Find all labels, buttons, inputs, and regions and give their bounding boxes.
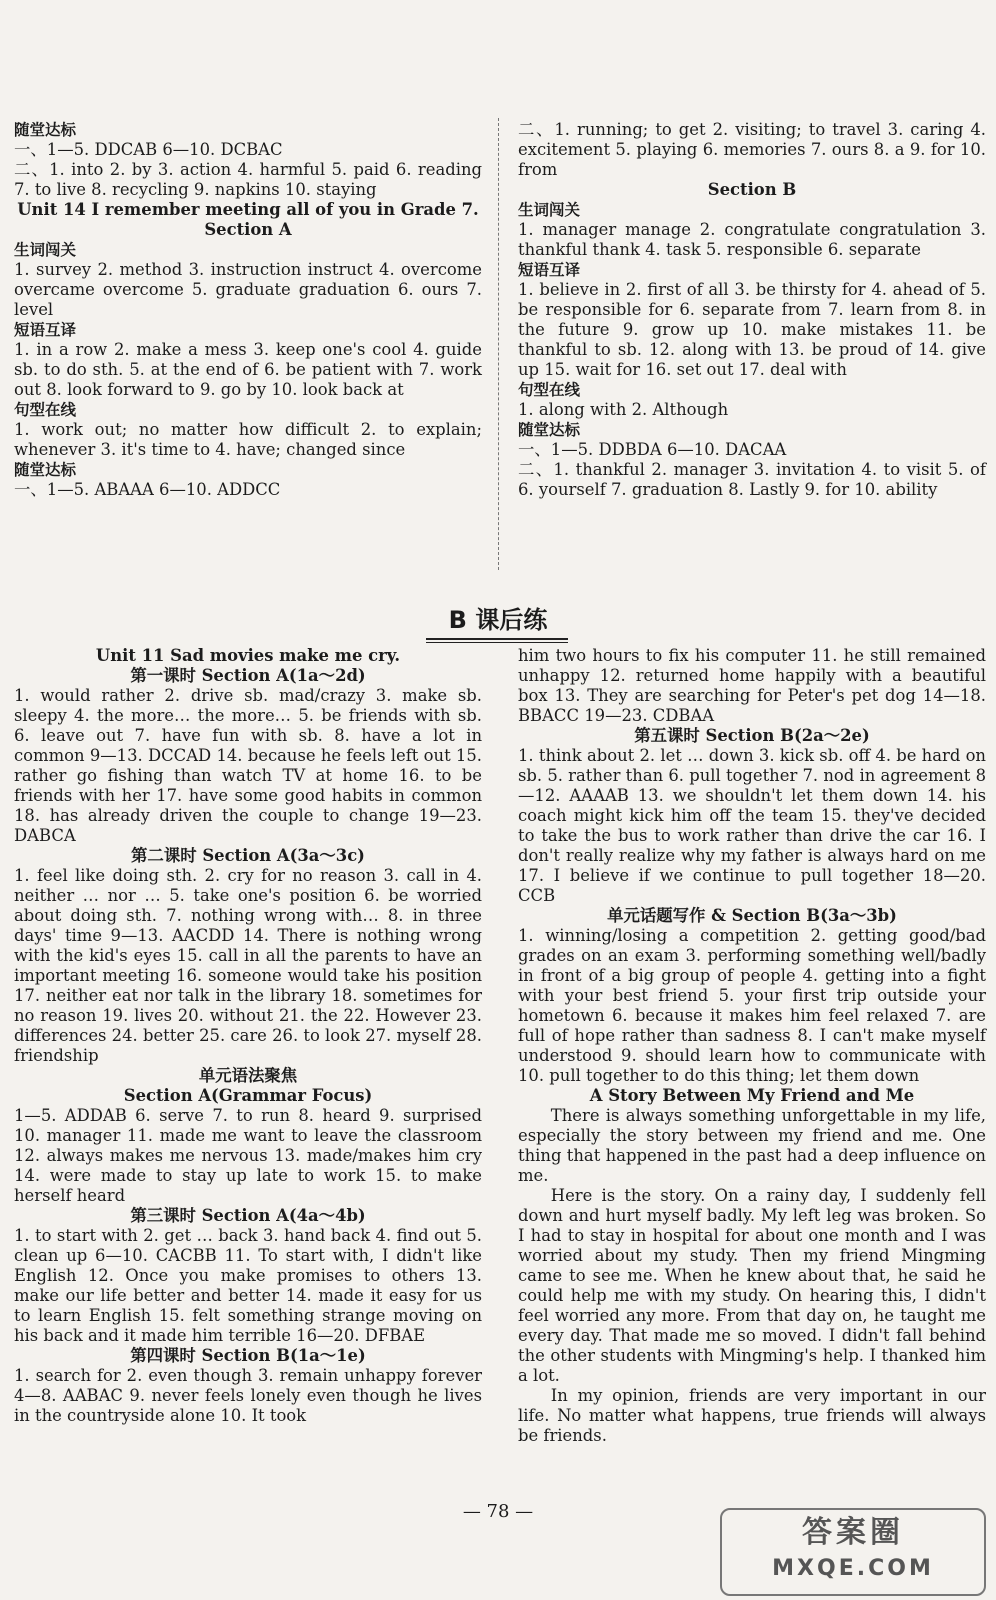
- answer-text: 1. survey 2. method 3. instruction instruct 4. overcome overcame overcome 5. graduate graduation 6. ours 7. level: [14, 260, 482, 319]
- answer-text: 1. feel like doing sth. 2. cry for no reason 3. call in 4. neither … nor … 5. take one's position 6. be worried about doing sth. 7. nothing wrong with… 8. in three days' time 9—13. AACDD 14. There is nothing wrong with the kid's eyes 15. call in all the parents to have an important meeting 16. someone would take his position 17. neither eat nor talk in the library 18. sometimes for no reason 19. lives 20. without 21. the 22. However 23. differences 24. better 25. care 26. to look 27. myself 28. friendship: [14, 866, 482, 1065]
- answer-text: 1. manager manage 2. congratulate congratulation 3. thankful thank 4. task 5. responsible 6. separate: [518, 220, 986, 259]
- section-heading: 随堂达标: [518, 421, 581, 439]
- answer-text: 二、1. thankful 2. manager 3. invitation 4. to visit 5. of 6. yourself 7. graduation 8. Lastly 9. for 10. ability: [518, 460, 986, 499]
- answer-text: Here is the story. On a rainy day, I suddenly fell down and hurt myself badly. My left leg was broken. So I had to stay in hospital for about one month and I was worried about my study. Then my friend Mingming came to see me. When he knew about that, he said he could help me with my study. On hearing this, I didn't feel worried any more. From that day on, he taught me every day. That made me so moved. I didn't fall behind the other students with Mingming's help. I thanked him a lot.: [518, 1186, 986, 1385]
- answer-text: him two hours to fix his computer 11. he still remained unhappy 12. returned home happily with a beautiful box 13. They are searching for Peter's pet dog 14—18. BBACC 19—23. CDBAA: [518, 646, 986, 725]
- answer-text: 1. to start with 2. get … back 3. hand back 4. find out 5. clean up 6—10. CACBB 11. To start with, I didn't like English 12. Once you make promises to others 13. make our life better and better 14. made it easy for us to learn English 15. felt something strange moving on his back and it made him terrible 16—20. DFBAE: [14, 1226, 482, 1345]
- answer-text: 1. think about 2. let … down 3. kick sb. off 4. be hard on sb. 5. rather than 6. pull together 7. nod in agreement 8—12. AAAAB 13. we shouldn't let them down 14. his coach might kick him off the team 15. they've decided to take the bus to work rather than drive the car 16. I don't really realize why my father is always hard on me 17. I believe if we continue to pull together 18—20. CCB: [518, 746, 986, 905]
- centered-title: Unit 14 I remember meeting all of you in Grade 7.: [17, 200, 479, 219]
- section-heading: 句型在线: [14, 401, 77, 419]
- watermark-title: 答案圈: [802, 1515, 904, 1550]
- answer-text: In my opinion, friends are very important in our life. No matter what happens, true friends will always be friends.: [518, 1386, 986, 1445]
- centered-title: 第一课时 Section A(1a～2d): [130, 666, 366, 685]
- banner-rule: [426, 638, 568, 640]
- centered-title: 单元话题写作 & Section B(3a～3b): [607, 906, 897, 925]
- centered-title: 第三课时 Section A(4a～4b): [130, 1206, 366, 1225]
- answer-text: 一、1—5. DDBDA 6—10. DACAA: [518, 440, 787, 459]
- section-banner: [0, 604, 996, 636]
- top-left-column: [14, 120, 482, 500]
- answer-text: 1. winning/losing a competition 2. getting good/bad grades on an exam 3. performing something well/badly in front of a big group of people 4. getting into a fight with your best friend 5. your first trip outside your hometown 6. because it makes him feel relaxed 7. are full of hope rather than sadness 8. I can't make myself understood 9. should learn how to communicate with 10. pull together to do this thing; let them down: [518, 926, 986, 1085]
- answer-text: 一、1—5. ABAAA 6—10. ADDCC: [14, 480, 281, 499]
- bottom-right-column: [518, 646, 986, 1446]
- bottom-left-column: [14, 646, 482, 1426]
- answer-text: 1—5. ADDAB 6. serve 7. to run 8. heard 9. surprised 10. manager 11. made me want to leave the classroom 12. always makes me nervous 13. made/makes him cry 14. were made to stay up late to work 15. to make herself heard: [14, 1106, 482, 1205]
- watermark-url: MXQE.COM: [772, 1556, 934, 1581]
- centered-title: A Story Between My Friend and Me: [589, 1086, 915, 1105]
- top-right-column: [518, 120, 986, 500]
- section-heading: 短语互译: [14, 321, 77, 339]
- banner-title: B 课后练: [448, 606, 548, 634]
- answer-text: 1. along with 2. Although: [518, 400, 729, 419]
- centered-title: 第五课时 Section B(2a～2e): [634, 726, 870, 745]
- centered-title: 单元语法聚焦: [198, 1066, 298, 1085]
- centered-title: Unit 11 Sad movies make me cry.: [95, 646, 401, 665]
- answer-text: 1. search for 2. even though 3. remain unhappy forever 4—8. AABAC 9. never feels lonely even though he lives in the countryside alone 10. It took: [14, 1366, 482, 1425]
- answer-text: 二、1. running; to get 2. visiting; to travel 3. caring 4. excitement 5. playing 6. memories 7. ours 8. a 9. for 10. from: [518, 120, 986, 179]
- watermark-logo: [720, 1508, 986, 1596]
- column-divider: [498, 118, 499, 570]
- section-heading: 随堂达标: [14, 121, 77, 139]
- answer-text: There is always something unforgettable in my life, especially the story between my friend and me. One thing that happened in the past had a deep influence on me.: [518, 1106, 986, 1185]
- page-number: — 78 —: [462, 1501, 534, 1522]
- centered-title: Section A: [204, 220, 292, 239]
- answer-text: 1. in a row 2. make a mess 3. keep one's cool 4. guide sb. to do sth. 5. at the end of 6. be patient with 7. work out 8. look forward to 9. go by 10. look back at: [14, 340, 482, 399]
- centered-title: Section B: [707, 180, 797, 199]
- section-heading: 句型在线: [518, 381, 581, 399]
- section-heading: 短语互译: [518, 261, 581, 279]
- section-heading: 随堂达标: [14, 461, 77, 479]
- section-heading: 生词闯关: [518, 201, 581, 219]
- centered-title: 第四课时 Section B(1a～1e): [130, 1346, 366, 1365]
- answer-text: 1. believe in 2. first of all 3. be thirsty for 4. ahead of 5. be responsible for 6. separate from 7. learn from 8. in the future 9. grow up 10. make mistakes 11. be thankful to sb. 12. along with 13. be proud of 14. give up 15. wait for 16. set out 17. deal with: [518, 280, 986, 379]
- answer-text: 二、1. into 2. by 3. action 4. harmful 5. paid 6. reading 7. to live 8. recycling 9. napkins 10. staying: [14, 160, 482, 199]
- answer-text: 一、1—5. DDCAB 6—10. DCBAC: [14, 140, 283, 159]
- banner-rule-thin: [426, 642, 568, 643]
- section-heading: 生词闯关: [14, 241, 77, 259]
- answer-text: 1. work out; no matter how difficult 2. to explain; whenever 3. it's time to 4. have; changed since: [14, 420, 482, 459]
- centered-title: Section A(Grammar Focus): [123, 1086, 373, 1105]
- centered-title: 第二课时 Section A(3a～3c): [131, 846, 365, 865]
- answer-text: 1. would rather 2. drive sb. mad/crazy 3. make sb. sleepy 4. the more… the more… 5. be friends with sb. 6. leave out 7. have fun with sb. 8. have a lot in common 9—13. DCCAD 14. because he feels left out 15. rather go fishing than watch TV at home 16. to be friends with her 17. have some good habits in common 18. has already driven the couple to change 19—23. DABCA: [14, 686, 482, 845]
